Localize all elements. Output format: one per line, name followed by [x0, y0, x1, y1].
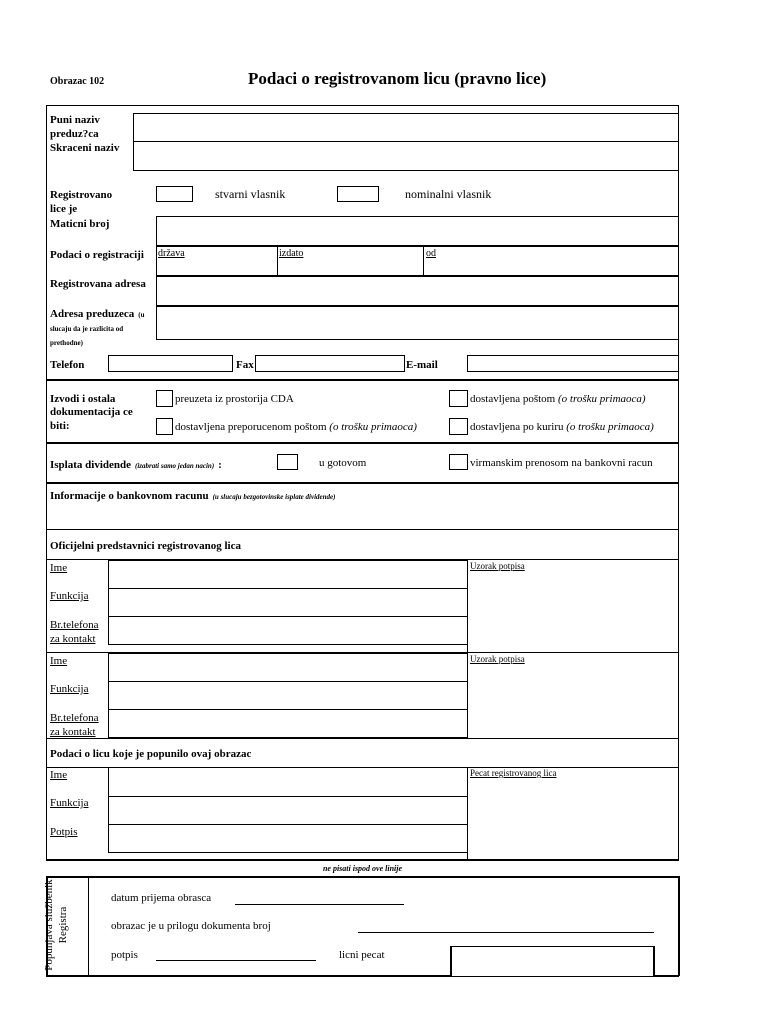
reg-data-label: Podaci o registraciji	[50, 249, 144, 261]
rep2-phone-label-2: za kontakt	[50, 726, 96, 738]
rep1-name-label: Ime	[50, 562, 68, 574]
office-signature-line[interactable]	[156, 960, 316, 961]
phone-field[interactable]	[108, 355, 233, 372]
registered-mail-checkbox[interactable]	[156, 418, 173, 435]
rep1-function-label: Funkcija	[50, 590, 89, 602]
receipt-date-label: datum prijema obrasca	[111, 892, 212, 904]
transfer-checkbox[interactable]	[449, 454, 468, 470]
bank-info-label: Informacije o bankovnom racunu (u slucaju bezgotovinske isplate dividende)	[50, 490, 336, 502]
nominal-owner-checkbox[interactable]	[337, 186, 379, 202]
docs-label-3: biti:	[50, 420, 70, 432]
cash-checkbox[interactable]	[277, 454, 298, 470]
phone-label: Telefon	[50, 359, 85, 371]
registered-label-2: lice je	[50, 203, 78, 215]
attachment-line[interactable]	[358, 932, 654, 933]
docs-label-2: dokumentacija ce	[50, 406, 133, 418]
cda-label: preuzeta iz prostorija CDA	[175, 393, 294, 405]
registered-mail-label: dostavljena preporucenom poštom (o trošku primaoca)	[175, 421, 417, 433]
nominal-owner-label: nominalni vlasnik	[405, 187, 492, 201]
cash-label: u gotovom	[319, 457, 367, 469]
receipt-date-line[interactable]	[235, 904, 404, 905]
real-owner-checkbox[interactable]	[156, 186, 193, 202]
filler-signature-label: Potpis	[50, 826, 78, 838]
mail-checkbox[interactable]	[449, 390, 468, 407]
company-address-label: Adresa preduzeca (u slucaju da je razlicita od prethodne)	[50, 308, 145, 347]
reg-data-field[interactable]	[156, 246, 679, 276]
rep1-function-field[interactable]	[108, 588, 468, 617]
rep1-signature-label: Uzorak potpisa	[470, 561, 525, 571]
personal-seal-label: licni pecat	[339, 949, 385, 961]
courier-label: dostavljena po kuriru (o trošku primaoca)	[470, 421, 654, 433]
reg-address-label: Registrovana adresa	[50, 278, 146, 290]
filler-signature-field[interactable]	[108, 824, 468, 853]
office-use-label: Popunjava službenik Registra	[43, 879, 69, 971]
rep1-phone-field[interactable]	[108, 616, 468, 645]
reg-address-field[interactable]	[156, 276, 679, 306]
email-field[interactable]	[467, 355, 679, 372]
company-address-field[interactable]	[156, 306, 679, 340]
real-owner-label: stvarni vlasnik	[215, 187, 286, 201]
reg-number-label: Maticni broj	[50, 218, 110, 230]
rep2-function-field[interactable]	[108, 681, 468, 710]
cda-checkbox[interactable]	[156, 390, 173, 407]
docs-label-1: Izvodi i ostala	[50, 393, 116, 405]
office-signature-label: potpis	[111, 949, 138, 961]
reg-number-field[interactable]	[156, 216, 679, 246]
page-title: Podaci o registrovanom licu (pravno lice)	[248, 69, 547, 88]
short-name-label: Skraceni naziv	[50, 142, 120, 154]
filler-function-field[interactable]	[108, 796, 468, 825]
rep2-name-field[interactable]	[108, 653, 468, 682]
full-name-field[interactable]	[133, 113, 679, 142]
divider-note: ne pisati ispod ove linije	[322, 864, 403, 873]
rep1-phone-label: Br.telefona	[50, 619, 99, 631]
fax-label: Fax	[236, 359, 254, 371]
filler-name-field[interactable]	[108, 767, 468, 797]
email-label: E-mail	[406, 359, 438, 371]
rep2-function-label: Funkcija	[50, 683, 89, 695]
company-label: preduz?ca	[50, 128, 99, 140]
courier-checkbox[interactable]	[449, 418, 468, 435]
filler-function-label: Funkcija	[50, 797, 89, 809]
short-name-field[interactable]	[133, 141, 679, 171]
rep2-phone-label: Br.telefona	[50, 712, 99, 724]
issued-label: izdato	[279, 248, 304, 259]
from-label: od	[426, 248, 436, 259]
personal-seal-field[interactable]	[450, 946, 655, 976]
registered-label: Registrovano	[50, 189, 113, 201]
rep2-phone-field[interactable]	[108, 709, 468, 738]
rep2-signature-label: Uzorak potpisa	[470, 654, 525, 664]
mail-label: dostavljena poštom (o trošku primaoca)	[470, 393, 646, 405]
fax-field[interactable]	[255, 355, 405, 372]
form-number: Obrazac 102	[50, 76, 105, 87]
dividend-label: Isplata dividende (izabrati samo jedan nacin) :	[50, 459, 222, 471]
rep2-name-label: Ime	[50, 655, 68, 667]
state-label: država	[158, 248, 185, 259]
filler-title: Podaci o licu koje je popunilo ovaj obrazac	[50, 748, 252, 760]
representatives-title: Oficijelni predstavnici registrovanog lica	[50, 540, 241, 552]
rep1-phone-label-2: za kontakt	[50, 633, 96, 645]
seal-label: Pecat registrovanog lica	[470, 768, 557, 778]
filler-name-label: Ime	[50, 769, 68, 781]
transfer-label: virmanskim prenosom na bankovni racun	[470, 457, 653, 469]
full-name-label: Puni naziv	[50, 114, 100, 126]
attachment-label: obrazac je u prilogu dokumenta broj	[111, 920, 271, 932]
rep1-name-field[interactable]	[108, 560, 468, 589]
